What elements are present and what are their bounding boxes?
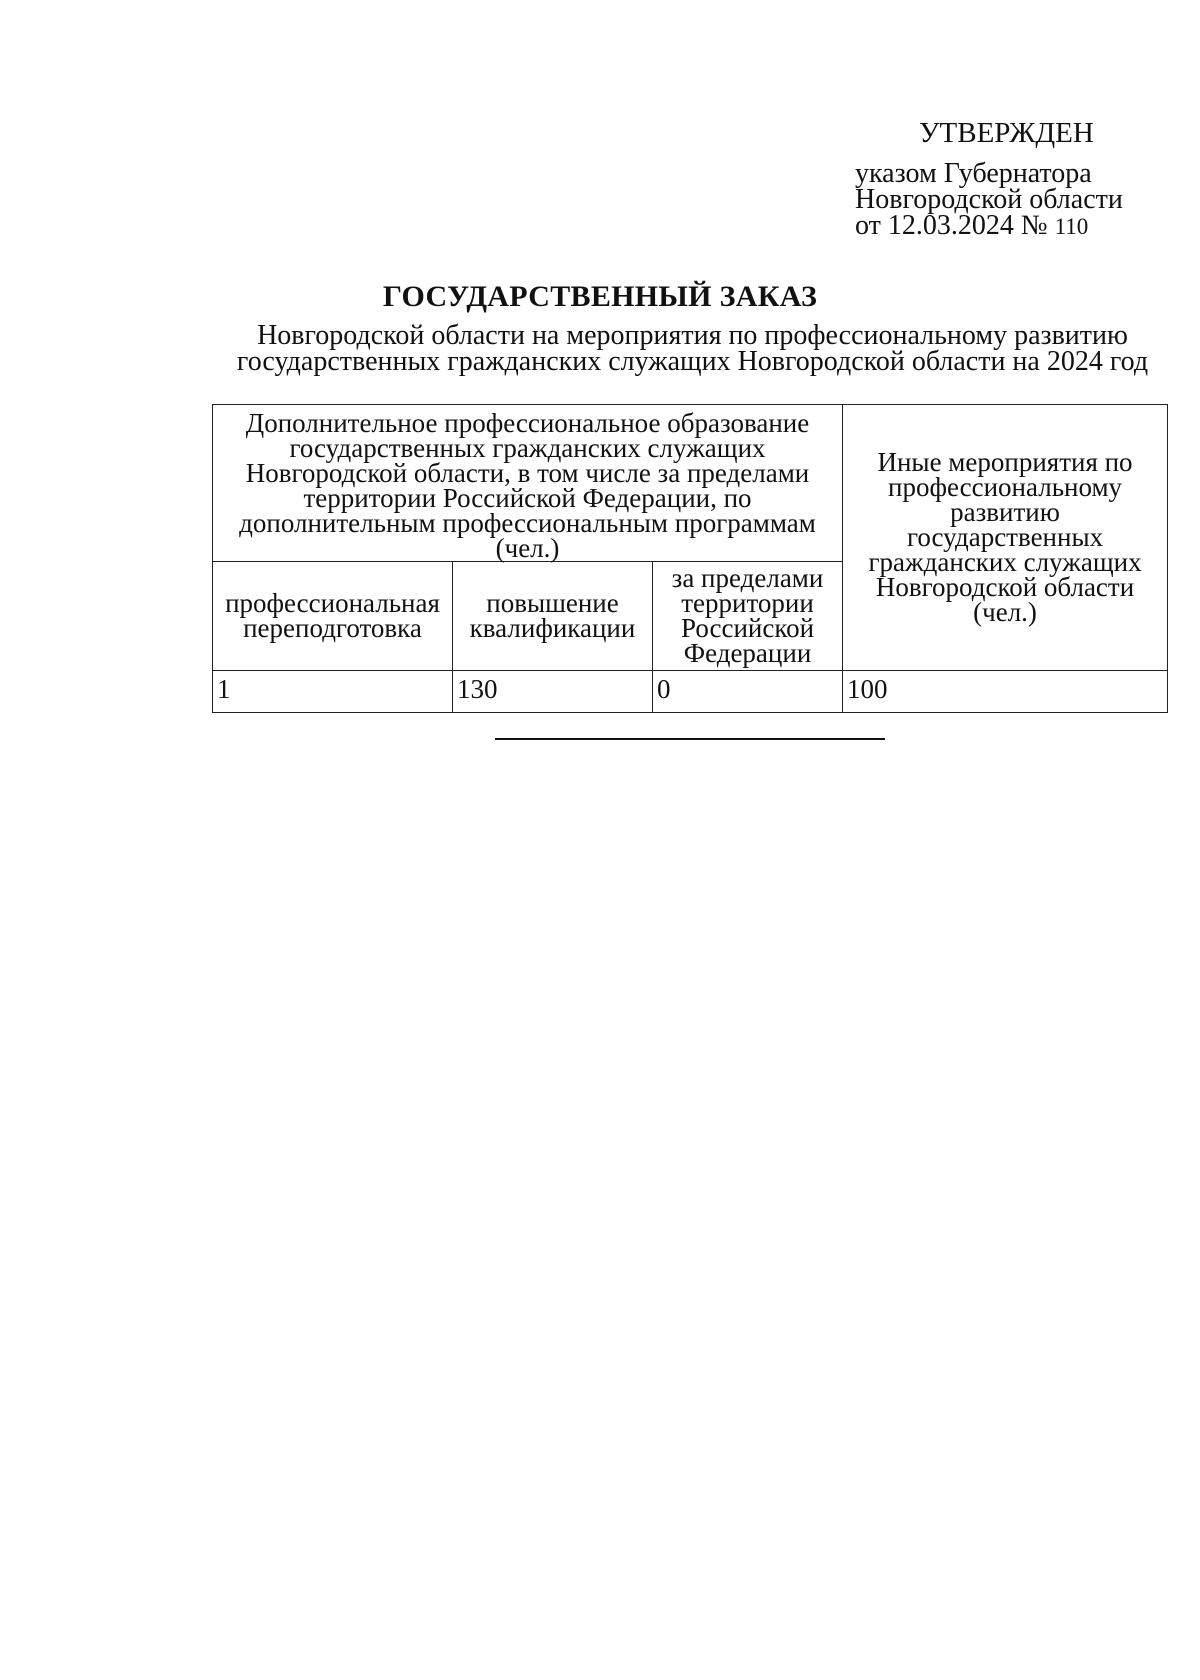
header-additional-education-text: Дополнительное профессиональное образование государственных гражданских служащих Новгородской области, в том числе за пределами территории Российской Федерации, по дополнительным профессиональным программам (чел.): [239, 408, 816, 563]
document-title: ГОСУДАРСТВЕННЫЙ ЗАКАЗ: [382, 280, 818, 313]
header-other-activities: [843, 405, 1168, 671]
value-other-activities: 100: [843, 671, 1168, 713]
approval-date-text: от 12.03.2024 №: [855, 210, 1055, 241]
subheader-retraining: профессиональная переподготовка: [213, 562, 453, 671]
header-other-activities-text: Иные мероприятия по профессиональному развитию государственных гражданских служащих Новгородской области (чел.): [868, 447, 1142, 627]
subheader-qualification: повышение квалификации: [453, 562, 653, 671]
table-row: [213, 671, 1168, 713]
document-subtitle-line-2: государственных гражданских служащих Новгородской области на 2024 год: [236, 346, 1149, 377]
approval-line-date: [855, 212, 1088, 241]
approval-line-decree: указом Губернатора: [855, 158, 1092, 189]
subheader-abroad: за пределами территории Российской Федерации: [653, 562, 843, 671]
header-additional-education: [213, 405, 843, 562]
table-header-row: [213, 405, 1168, 562]
approval-title: УТВЕРЖДЕН: [919, 117, 1094, 149]
approval-line-region: Новгородской области: [855, 184, 1123, 215]
value-retraining: 1: [213, 671, 453, 713]
value-qualification: 130: [453, 671, 653, 713]
end-of-document-rule: [495, 738, 885, 740]
approval-decree-number: 110: [1054, 214, 1089, 239]
state-order-table: [212, 404, 1168, 713]
document-subtitle-line-1: Новгородской области на мероприятия по профессиональному развитию: [257, 320, 1128, 351]
value-abroad: 0: [653, 671, 843, 713]
